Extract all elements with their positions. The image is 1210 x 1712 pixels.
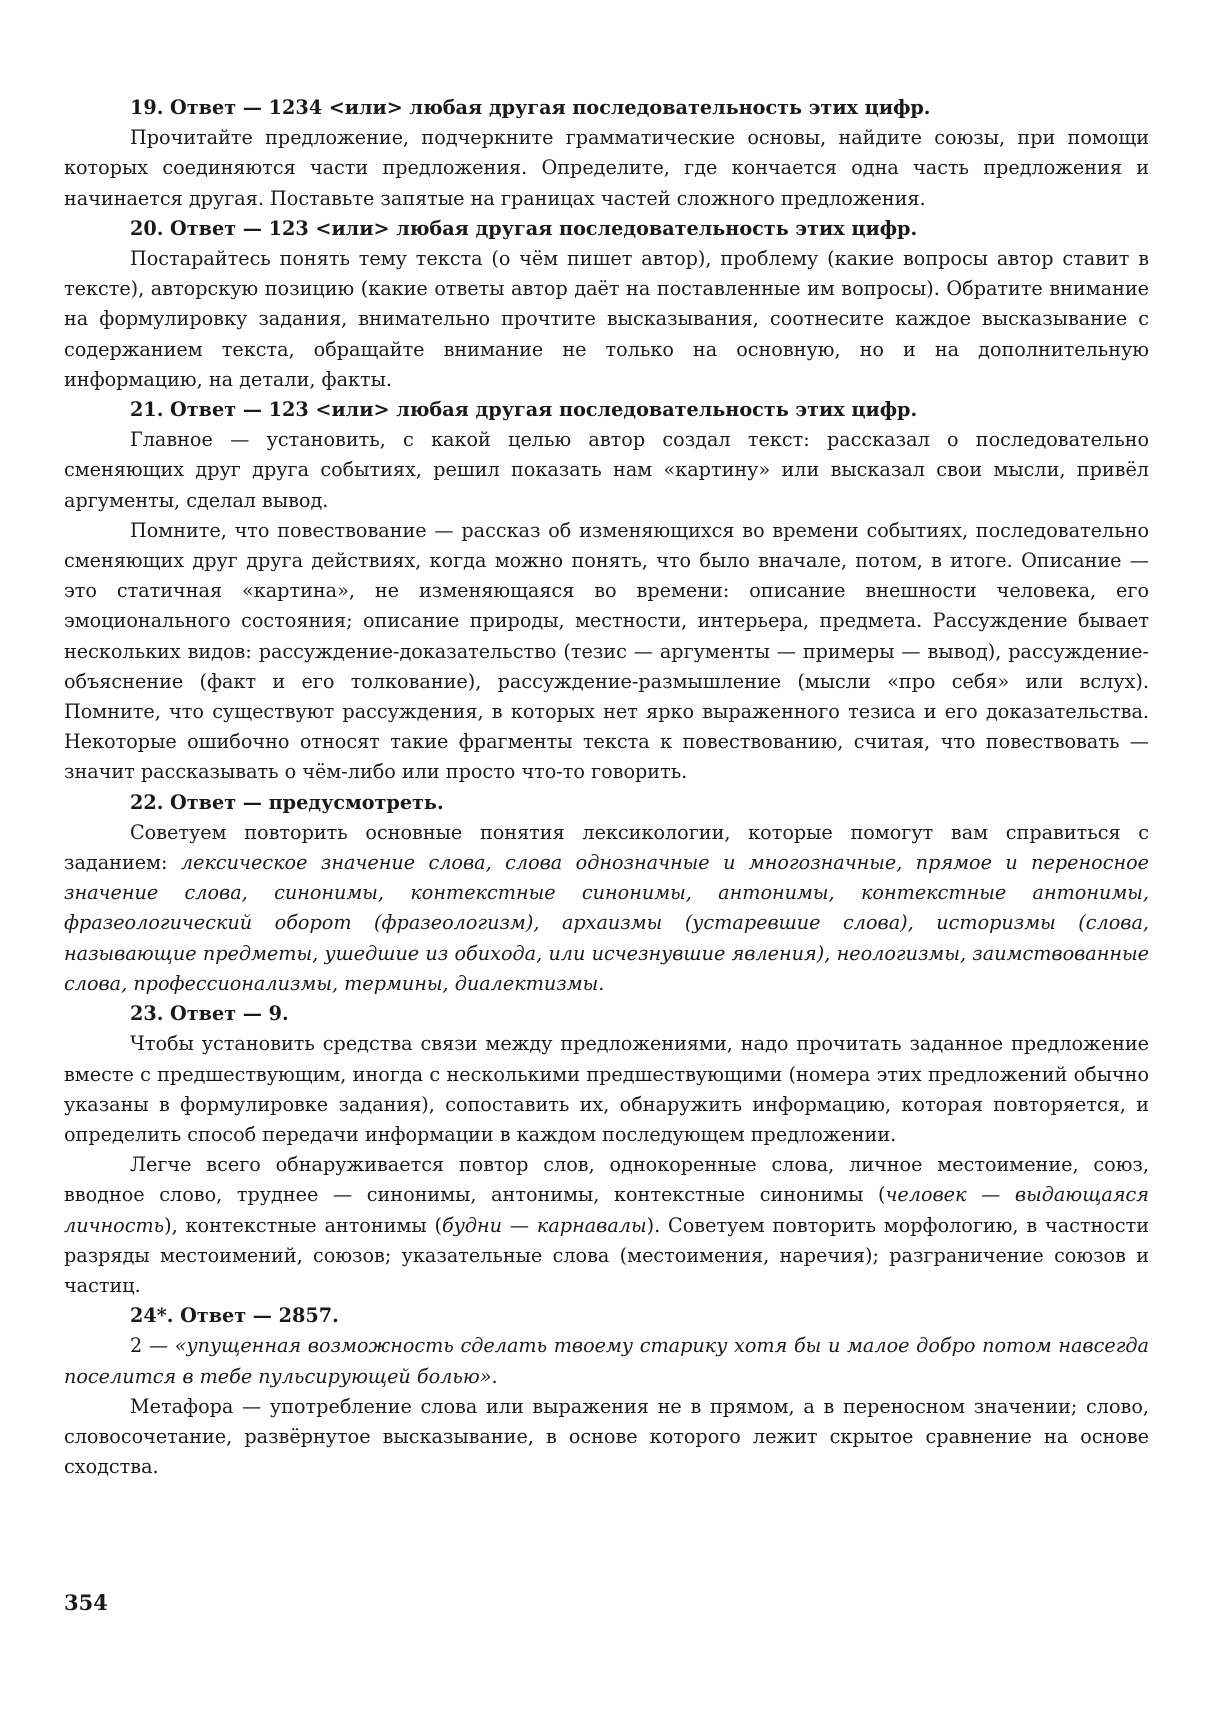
answer-22-text [64, 818, 1149, 999]
answer-22-lead: Советуем повторить основные понятия лексикологии, которые помогут вам справиться с заданием: [64, 820, 1149, 875]
answer-23-example-antonyms: будни — карнавалы [441, 1213, 647, 1237]
answer-24-number: 2 — [130, 1334, 175, 1358]
answer-24-quote: «упущенная возможность сделать твоему старику хотя бы и малое добро потом навсегда поселится в тебе пульсирующей болью». [64, 1334, 1149, 1388]
answer-20-text: Постарайтесь понять тему текста (о чём пишет автор), проблему (какие вопросы автор ставит в тексте), авторскую позицию (какие ответы автор даёт на поставленные им вопросы). Обратите внимание на формулировку задания, внимательно прочтите высказывания, соотнесите каждое высказывание с содержанием текста, обращайте внимание не только на основную, но и на дополнительную информацию, на детали, факты. [64, 247, 1149, 391]
answer-23-text-2-part2: ), контекстные антонимы ( [164, 1213, 442, 1237]
answer-23-text-2-part1: Легче всего обнаруживается повтор слов, однокоренные слова, личное местоимение, союз, вводное слово, труднее — синонимы, антонимы, контекстные синонимы ( [64, 1153, 1149, 1207]
answer-23-text-2-part3: ). Советуем повторить морфологию, в частности разряды местоимений, союзов; указательные слова (местоимения, наречия); разграничение союзов и частиц. [64, 1213, 1149, 1297]
answer-22-heading: 22. Ответ — предусмотреть. [130, 790, 444, 814]
page-body [64, 93, 1149, 1482]
answer-19-heading: 19. Ответ — 1234 <или> любая другая последовательность этих цифр. [130, 96, 931, 119]
answer-23-heading: 23. Ответ — 9. [130, 1002, 289, 1026]
answer-21-text-2: Помните, что повествование — рассказ об изменяющихся во времени событиях, последовательно сменяющих друг друга действиях, когда можно понять, что было вначале, потом, в итоге. Описание — это статичная «картина», не изменяющаяся во времени: описание внешности человека, его эмоционального состояния; описание природы, местности, интерьера, предмета. Рассуждение бывает нескольких видов: рассуждение-доказательство (тезис — аргументы — примеры — вывод), рассуждение-объяснение (факт и его толкование), рассуждение-размышление (мысли «про себя» или вслух). Помните, что существуют рассуждения, в которых нет ярко выраженного тезиса и его доказательства. Некоторые ошибочно относят такие фрагменты текста к повествованию, считая, что повествовать — значит рассказывать о чём-либо или просто что-то говорить. [64, 518, 1149, 784]
answer-20-heading: 20. Ответ — 123 <или> любая другая последовательность этих цифр. [130, 216, 918, 240]
answer-23-text-2 [64, 1150, 1149, 1301]
page-number: 354 [64, 1590, 108, 1615]
answer-21-text: Главное — установить, с какой целью автор создал текст: рассказал о последовательно сменяющих друг друга событиях, решил показать нам «картину» или высказал свои мысли, привёл аргументы, сделал вывод. [64, 428, 1149, 512]
answer-24-quote-line [64, 1331, 1149, 1391]
answer-21-heading: 21. Ответ — 123 <или> любая другая последовательность этих цифр. [130, 398, 918, 422]
answer-22-terms: лексическое значение слова, слова однозначные и многозначные, прямое и переносное значение слова, синонимы, контекстные синонимы, антонимы, контекстные антонимы, фразеологический оборот (фразеологизм), архаизмы (устаревшие слова), историзмы (слова, называющие предметы, ушедшие из обихода, или исчезнувшие явления), неологизмы, заимствованные слова, профессионализмы, термины, диалектизмы. [64, 851, 1149, 995]
answer-19-text: Прочитайте предложение, подчеркните грамматические основы, найдите союзы, при помощи которых соединяются части предложения. Определите, где кончается одна часть предложения и начинается другая. Поставьте запятые на границах частей сложного предложения. [64, 126, 1149, 210]
answer-24-text: Метафора — употребление слова или выражения не в прямом, а в переносном значении; слово, словосочетание, развёрнутое высказывание, в основе которого лежит скрытое сравнение на основе сходства. [64, 1394, 1149, 1479]
answer-23-example-synonyms: человек — выдающаяся личность [64, 1183, 1150, 1237]
answer-23-text: Чтобы установить средства связи между предложениями, надо прочитать заданное предложение вместе с предшествующим, иногда с несколькими предшествующими (номера этих предложений обычно указаны в формулировке задания), сопоставить их, обнаружить информацию, которая повторяется, и определить способ передачи информации в каждом последующем предложении. [64, 1032, 1149, 1146]
answer-24-heading: 24*. Ответ — 2857. [130, 1304, 339, 1328]
